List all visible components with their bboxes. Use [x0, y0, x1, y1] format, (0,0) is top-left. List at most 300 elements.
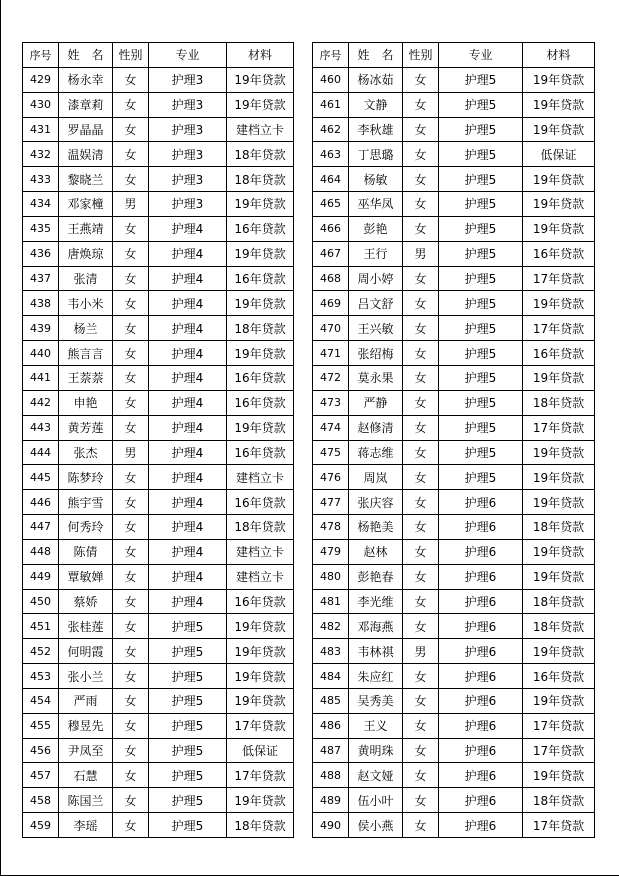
cell-major: 护理6 — [439, 688, 523, 713]
cell-name: 张庆容 — [349, 490, 403, 515]
cell-name: 周岚 — [349, 465, 403, 490]
cell-major: 护理6 — [439, 564, 523, 589]
cell-material: 19年贷款 — [523, 564, 595, 589]
cell-major: 护理4 — [149, 365, 227, 390]
cell-material: 19年贷款 — [227, 291, 294, 316]
cell-major: 护理3 — [149, 92, 227, 117]
cell-gender: 女 — [403, 142, 439, 167]
cell-index: 490 — [313, 813, 349, 838]
table-row — [313, 639, 595, 664]
cell-name: 王萘萘 — [59, 365, 113, 390]
cell-material: 19年贷款 — [227, 415, 294, 440]
cell-index: 476 — [313, 465, 349, 490]
cell-name: 熊宇雪 — [59, 490, 113, 515]
cell-name: 申艳 — [59, 390, 113, 415]
table-row — [23, 539, 294, 564]
cell-gender: 女 — [403, 664, 439, 689]
table-row — [313, 440, 595, 465]
cell-index: 470 — [313, 316, 349, 341]
table-row — [313, 142, 595, 167]
cell-gender: 女 — [113, 142, 149, 167]
cell-gender: 男 — [403, 639, 439, 664]
table-row — [313, 515, 595, 540]
cell-index: 437 — [23, 266, 59, 291]
cell-index: 429 — [23, 67, 59, 92]
cell-name: 王义 — [349, 713, 403, 738]
cell-major: 护理6 — [439, 664, 523, 689]
cell-gender: 女 — [403, 316, 439, 341]
cell-name: 邓家橦 — [59, 192, 113, 217]
cell-name: 严雨 — [59, 688, 113, 713]
cell-major: 护理4 — [149, 515, 227, 540]
cell-index: 455 — [23, 713, 59, 738]
cell-major: 护理5 — [149, 738, 227, 763]
cell-major: 护理3 — [149, 142, 227, 167]
cell-gender: 女 — [403, 688, 439, 713]
table-row — [313, 266, 595, 291]
cell-index: 456 — [23, 738, 59, 763]
cell-gender: 女 — [403, 539, 439, 564]
cell-material: 17年贷款 — [227, 763, 294, 788]
cell-index: 448 — [23, 539, 59, 564]
cell-major: 护理3 — [149, 117, 227, 142]
cell-material: 19年贷款 — [523, 216, 595, 241]
cell-name: 杨兰 — [59, 316, 113, 341]
table-row — [313, 763, 595, 788]
cell-major: 护理5 — [439, 365, 523, 390]
cell-material: 低保证 — [227, 738, 294, 763]
cell-material: 18年贷款 — [227, 515, 294, 540]
cell-index: 431 — [23, 117, 59, 142]
cell-gender: 女 — [113, 639, 149, 664]
cell-name: 赵林 — [349, 539, 403, 564]
cell-gender: 女 — [403, 291, 439, 316]
cell-index: 441 — [23, 365, 59, 390]
cell-name: 黎晓兰 — [59, 167, 113, 192]
cell-index: 444 — [23, 440, 59, 465]
cell-gender: 女 — [403, 763, 439, 788]
cell-material: 17年贷款 — [227, 713, 294, 738]
cell-major: 护理4 — [149, 266, 227, 291]
table-row — [23, 167, 294, 192]
cell-major: 护理4 — [149, 241, 227, 266]
cell-name: 覃敏婵 — [59, 564, 113, 589]
cell-major: 护理6 — [439, 639, 523, 664]
cell-gender: 女 — [113, 738, 149, 763]
cell-gender: 女 — [113, 341, 149, 366]
cell-name: 赵修清 — [349, 415, 403, 440]
cell-index: 451 — [23, 614, 59, 639]
cell-major: 护理4 — [149, 316, 227, 341]
cell-index: 471 — [313, 341, 349, 366]
header-index: 序号 — [23, 43, 59, 68]
cell-index: 478 — [313, 515, 349, 540]
cell-index: 477 — [313, 490, 349, 515]
cell-major: 护理5 — [149, 614, 227, 639]
cell-name: 赵文娅 — [349, 763, 403, 788]
cell-material: 18年贷款 — [523, 589, 595, 614]
cell-index: 443 — [23, 415, 59, 440]
cell-gender: 女 — [113, 92, 149, 117]
cell-name: 蔡娇 — [59, 589, 113, 614]
table-row — [23, 515, 294, 540]
cell-gender: 女 — [113, 713, 149, 738]
table-row — [23, 241, 294, 266]
cell-material: 18年贷款 — [227, 813, 294, 838]
page-left-edge — [0, 0, 1, 876]
cell-index: 464 — [313, 167, 349, 192]
cell-index: 488 — [313, 763, 349, 788]
cell-major: 护理5 — [439, 241, 523, 266]
table-row — [313, 167, 595, 192]
cell-index: 445 — [23, 465, 59, 490]
cell-gender: 女 — [113, 216, 149, 241]
cell-gender: 女 — [113, 465, 149, 490]
cell-gender: 女 — [403, 614, 439, 639]
table-row — [23, 216, 294, 241]
cell-material: 19年贷款 — [523, 639, 595, 664]
cell-material: 17年贷款 — [523, 713, 595, 738]
cell-name: 熊言言 — [59, 341, 113, 366]
cell-material: 16年贷款 — [523, 664, 595, 689]
cell-material: 18年贷款 — [523, 515, 595, 540]
cell-major: 护理5 — [439, 92, 523, 117]
cell-material: 19年贷款 — [523, 92, 595, 117]
cell-material: 19年贷款 — [523, 192, 595, 217]
table-row — [313, 291, 595, 316]
cell-gender: 女 — [113, 515, 149, 540]
cell-material: 19年贷款 — [227, 788, 294, 813]
cell-name: 穆昱先 — [59, 713, 113, 738]
cell-gender: 女 — [113, 614, 149, 639]
cell-material: 19年贷款 — [227, 192, 294, 217]
cell-index: 446 — [23, 490, 59, 515]
cell-major: 护理5 — [439, 415, 523, 440]
cell-major: 护理5 — [439, 440, 523, 465]
table-row — [23, 813, 294, 838]
cell-major: 护理5 — [439, 316, 523, 341]
cell-index: 430 — [23, 92, 59, 117]
cell-index: 467 — [313, 241, 349, 266]
roster-table-right — [312, 42, 595, 838]
cell-index: 466 — [313, 216, 349, 241]
table-row — [313, 788, 595, 813]
header-index: 序号 — [313, 43, 349, 68]
cell-major: 护理5 — [439, 390, 523, 415]
cell-major: 护理5 — [439, 167, 523, 192]
table-row — [23, 465, 294, 490]
cell-major: 护理4 — [149, 341, 227, 366]
cell-gender: 女 — [113, 788, 149, 813]
cell-index: 453 — [23, 664, 59, 689]
cell-index: 472 — [313, 365, 349, 390]
cell-name: 张小兰 — [59, 664, 113, 689]
cell-material: 19年贷款 — [227, 241, 294, 266]
table-row — [313, 92, 595, 117]
cell-material: 18年贷款 — [227, 142, 294, 167]
cell-name: 蒋志维 — [349, 440, 403, 465]
table-row — [23, 440, 294, 465]
header-major: 专业 — [439, 43, 523, 68]
header-gender: 性别 — [403, 43, 439, 68]
cell-material: 17年贷款 — [523, 316, 595, 341]
cell-major: 护理6 — [439, 539, 523, 564]
cell-major: 护理6 — [439, 490, 523, 515]
cell-name: 李瑶 — [59, 813, 113, 838]
roster-table-left — [22, 42, 294, 838]
cell-material: 19年贷款 — [227, 92, 294, 117]
cell-name: 张清 — [59, 266, 113, 291]
cell-gender: 女 — [113, 241, 149, 266]
cell-index: 482 — [313, 614, 349, 639]
cell-name: 黄明珠 — [349, 738, 403, 763]
cell-gender: 女 — [403, 564, 439, 589]
cell-index: 442 — [23, 390, 59, 415]
cell-major: 护理4 — [149, 390, 227, 415]
table-row — [313, 341, 595, 366]
cell-material: 16年贷款 — [227, 216, 294, 241]
cell-material: 19年贷款 — [227, 341, 294, 366]
cell-index: 475 — [313, 440, 349, 465]
cell-material: 16年贷款 — [227, 589, 294, 614]
cell-index: 439 — [23, 316, 59, 341]
cell-index: 433 — [23, 167, 59, 192]
cell-index: 435 — [23, 216, 59, 241]
cell-major: 护理5 — [439, 291, 523, 316]
cell-index: 450 — [23, 589, 59, 614]
cell-name: 伍小叶 — [349, 788, 403, 813]
cell-major: 护理5 — [439, 67, 523, 92]
header-name: 姓 名 — [59, 43, 113, 68]
cell-material: 18年贷款 — [523, 788, 595, 813]
cell-major: 护理5 — [149, 688, 227, 713]
cell-major: 护理5 — [439, 192, 523, 217]
cell-name: 何明霞 — [59, 639, 113, 664]
cell-material: 19年贷款 — [523, 291, 595, 316]
cell-major: 护理6 — [439, 788, 523, 813]
cell-gender: 女 — [113, 539, 149, 564]
cell-index: 474 — [313, 415, 349, 440]
cell-material: 19年贷款 — [523, 167, 595, 192]
table-row — [313, 589, 595, 614]
cell-name: 漆章莉 — [59, 92, 113, 117]
cell-gender: 女 — [403, 813, 439, 838]
cell-index: 457 — [23, 763, 59, 788]
cell-major: 护理3 — [149, 192, 227, 217]
header-gender: 性别 — [113, 43, 149, 68]
cell-index: 483 — [313, 639, 349, 664]
cell-material: 16年贷款 — [523, 241, 595, 266]
table-row — [23, 341, 294, 366]
table-row — [313, 813, 595, 838]
cell-name: 巫华凤 — [349, 192, 403, 217]
cell-name: 杨永幸 — [59, 67, 113, 92]
cell-material: 18年贷款 — [227, 316, 294, 341]
cell-index: 463 — [313, 142, 349, 167]
cell-major: 护理4 — [149, 465, 227, 490]
cell-name: 尹凤至 — [59, 738, 113, 763]
cell-material: 16年贷款 — [227, 365, 294, 390]
cell-material: 16年贷款 — [227, 490, 294, 515]
cell-index: 461 — [313, 92, 349, 117]
cell-major: 护理4 — [149, 216, 227, 241]
cell-material: 19年贷款 — [227, 688, 294, 713]
table-row — [313, 564, 595, 589]
cell-index: 469 — [313, 291, 349, 316]
cell-gender: 女 — [403, 415, 439, 440]
header-row — [23, 43, 294, 68]
cell-material: 19年贷款 — [523, 465, 595, 490]
cell-index: 440 — [23, 341, 59, 366]
cell-name: 王行 — [349, 241, 403, 266]
cell-material: 17年贷款 — [523, 738, 595, 763]
table-row — [313, 688, 595, 713]
cell-index: 486 — [313, 713, 349, 738]
cell-major: 护理3 — [149, 167, 227, 192]
cell-name: 吴秀美 — [349, 688, 403, 713]
cell-major: 护理5 — [439, 216, 523, 241]
table-row — [313, 738, 595, 763]
cell-major: 护理5 — [439, 341, 523, 366]
cell-gender: 女 — [403, 465, 439, 490]
cell-name: 陈梦玲 — [59, 465, 113, 490]
cell-gender: 男 — [113, 440, 149, 465]
cell-index: 460 — [313, 67, 349, 92]
cell-major: 护理4 — [149, 415, 227, 440]
cell-gender: 女 — [403, 192, 439, 217]
cell-material: 17年贷款 — [523, 813, 595, 838]
table-row — [313, 614, 595, 639]
cell-gender: 男 — [113, 192, 149, 217]
cell-name: 韦小米 — [59, 291, 113, 316]
cell-name: 唐焕琼 — [59, 241, 113, 266]
cell-material: 16年贷款 — [523, 341, 595, 366]
table-row — [313, 664, 595, 689]
cell-name: 严静 — [349, 390, 403, 415]
cell-index: 452 — [23, 639, 59, 664]
cell-material: 18年贷款 — [523, 614, 595, 639]
cell-material: 16年贷款 — [227, 440, 294, 465]
cell-gender: 女 — [113, 167, 149, 192]
cell-material: 19年贷款 — [523, 763, 595, 788]
table-row — [23, 266, 294, 291]
table-row — [313, 67, 595, 92]
table-row — [23, 415, 294, 440]
cell-index: 480 — [313, 564, 349, 589]
cell-name: 韦林祺 — [349, 639, 403, 664]
cell-major: 护理4 — [149, 539, 227, 564]
cell-major: 护理5 — [149, 813, 227, 838]
cell-name: 黄芳莲 — [59, 415, 113, 440]
cell-index: 459 — [23, 813, 59, 838]
cell-name: 周小婷 — [349, 266, 403, 291]
table-row — [23, 67, 294, 92]
cell-name: 文静 — [349, 92, 403, 117]
cell-name: 温娱清 — [59, 142, 113, 167]
cell-index: 484 — [313, 664, 349, 689]
cell-material: 19年贷款 — [523, 67, 595, 92]
cell-name: 杨冰茹 — [349, 67, 403, 92]
cell-gender: 女 — [403, 788, 439, 813]
cell-gender: 女 — [113, 117, 149, 142]
cell-material: 19年贷款 — [523, 688, 595, 713]
cell-name: 丁思璐 — [349, 142, 403, 167]
cell-material: 建档立卡 — [227, 539, 294, 564]
cell-gender: 女 — [113, 589, 149, 614]
cell-material: 19年贷款 — [523, 539, 595, 564]
cell-name: 彭艳春 — [349, 564, 403, 589]
cell-name: 陈倩 — [59, 539, 113, 564]
cell-gender: 女 — [403, 92, 439, 117]
cell-major: 护理5 — [149, 639, 227, 664]
table-row — [23, 365, 294, 390]
table-row — [23, 664, 294, 689]
cell-index: 458 — [23, 788, 59, 813]
cell-name: 王燕靖 — [59, 216, 113, 241]
cell-material: 19年贷款 — [227, 639, 294, 664]
cell-name: 吕文舒 — [349, 291, 403, 316]
cell-index: 438 — [23, 291, 59, 316]
cell-major: 护理5 — [149, 788, 227, 813]
cell-index: 462 — [313, 117, 349, 142]
table-row — [313, 192, 595, 217]
cell-major: 护理5 — [149, 664, 227, 689]
cell-material: 16年贷款 — [227, 390, 294, 415]
table-row — [313, 490, 595, 515]
cell-major: 护理6 — [439, 738, 523, 763]
cell-gender: 女 — [113, 291, 149, 316]
table-row — [23, 291, 294, 316]
table-row — [23, 390, 294, 415]
table-row — [313, 241, 595, 266]
cell-gender: 女 — [113, 688, 149, 713]
cell-major: 护理3 — [149, 67, 227, 92]
cell-index: 481 — [313, 589, 349, 614]
table-row — [313, 216, 595, 241]
cell-major: 护理6 — [439, 589, 523, 614]
cell-major: 护理4 — [149, 589, 227, 614]
cell-name: 莫永果 — [349, 365, 403, 390]
table-row — [313, 117, 595, 142]
table-row — [23, 142, 294, 167]
table-row — [23, 117, 294, 142]
cell-name: 李光维 — [349, 589, 403, 614]
cell-material: 19年贷款 — [227, 67, 294, 92]
header-name: 姓 名 — [349, 43, 403, 68]
cell-gender: 女 — [113, 490, 149, 515]
cell-name: 邓海燕 — [349, 614, 403, 639]
table-row — [23, 564, 294, 589]
table-row — [23, 192, 294, 217]
cell-major: 护理6 — [439, 713, 523, 738]
cell-gender: 女 — [403, 490, 439, 515]
cell-gender: 女 — [113, 390, 149, 415]
cell-material: 19年贷款 — [523, 365, 595, 390]
cell-name: 何秀玲 — [59, 515, 113, 540]
cell-gender: 女 — [113, 763, 149, 788]
cell-gender: 女 — [403, 738, 439, 763]
cell-major: 护理5 — [149, 763, 227, 788]
table-row — [23, 639, 294, 664]
header-material: 材料 — [523, 43, 595, 68]
table-row — [23, 688, 294, 713]
cell-gender: 女 — [113, 266, 149, 291]
cell-material: 17年贷款 — [523, 415, 595, 440]
cell-index: 489 — [313, 788, 349, 813]
header-material: 材料 — [227, 43, 294, 68]
cell-major: 护理6 — [439, 614, 523, 639]
table-row — [313, 713, 595, 738]
